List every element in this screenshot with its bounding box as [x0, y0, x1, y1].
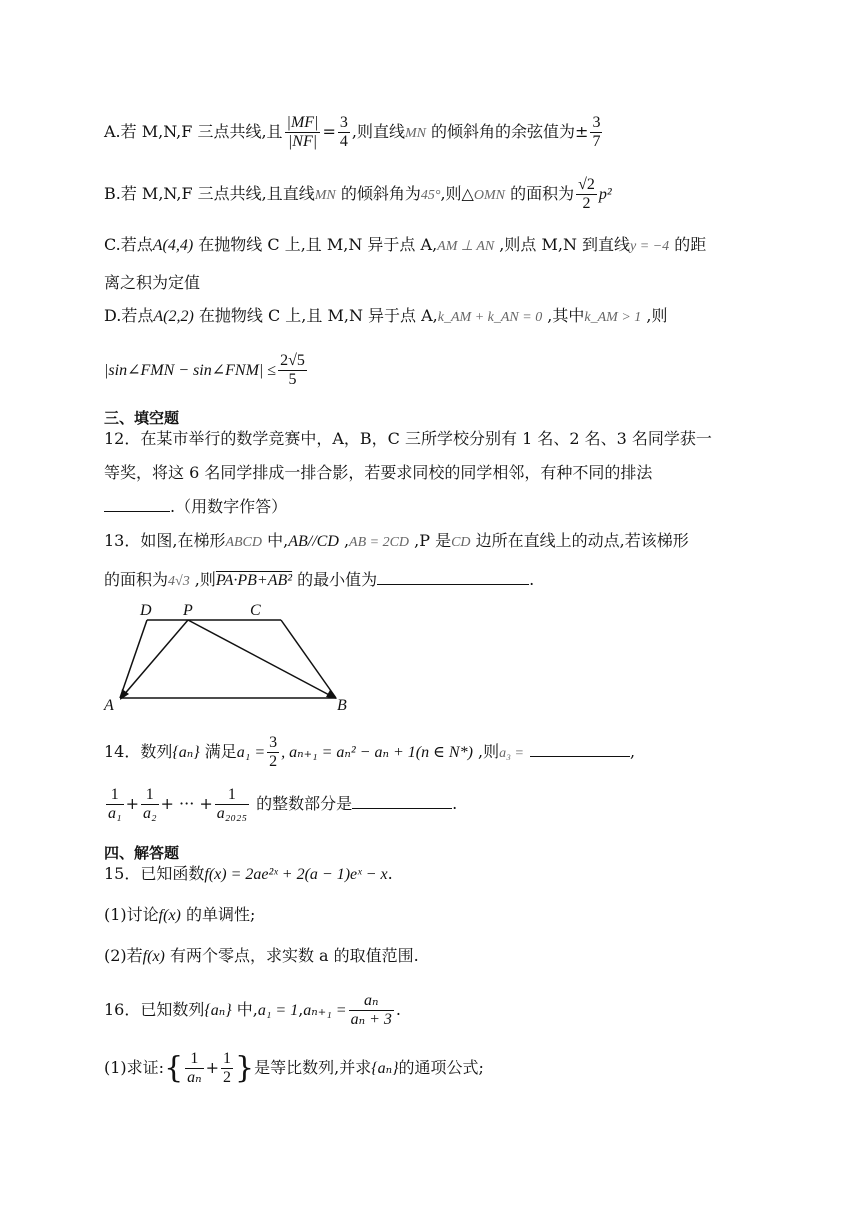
q13-line2: 的面积为4√3 ,则PA·PB+AB² 的最小值为 .	[104, 570, 535, 589]
q15-line1: 15．已知函数f(x) = 2ae²ˣ + 2(a − 1)eˣ − x.	[104, 864, 393, 883]
option-b-text: B.若 M,N,F 三点共线,且直线	[104, 184, 315, 203]
segment-pb	[188, 620, 333, 697]
q16-part1: (1)求证:{ $\frac{1}{\text{aₙ}}$ + $\frac{1}{2}$ }是等比数列,并求{aₙ}的通项公式;	[104, 1050, 484, 1086]
label-p: P	[183, 602, 193, 619]
label-b: B	[337, 697, 347, 714]
q15-part1: (1)讨论f(x) 的单调性;	[104, 905, 256, 924]
q16-recurrence-fraction: $\frac{\text{aₙ}}{\text{aₙ + 3}}$	[350, 992, 392, 1028]
q14-a1-fraction: $\frac{3}{2}$	[269, 734, 278, 770]
option-c-line1: C.若点A(4,4) 在抛物线 C 上,且 M,N 异于点 A,AM ⊥ AN ,则点 M,N 到直线y = −4 的距	[104, 235, 707, 254]
q15-part2: (2)若f(x) 有两个零点，求实数 a 的取值范围.	[104, 946, 419, 965]
section-fill-in-heading: 三、填空题	[104, 409, 180, 427]
trapezoid-figure	[100, 596, 360, 716]
q14-line2: $\frac{1}{\text{a₁}}$ + $\frac{1}{\text{a₂}}$ + ··· + $\frac{1}{\text{a₂₀₂₅}}$ 的整数部分是 .	[108, 786, 458, 822]
q13-line1: 13．如图,在梯形ABCD 中,AB//CD ,AB = 2CD ,P 是CD 边所在直线上的动点,若该梯形	[104, 531, 689, 550]
q14-integer-part-blank[interactable]	[352, 792, 452, 809]
label-d: D	[140, 602, 152, 619]
q14-a3-blank[interactable]	[530, 740, 630, 757]
option-d-answer: $\frac{2√5}{5}$	[280, 352, 305, 388]
option-b: B.若 M,N,F 三点共线,且直线MN 的倾斜角为45°,则△OMN 的面积为 $\frac{√2}{2}$ p²	[104, 176, 612, 212]
option-a-answer: $\frac{3}{7}$	[592, 114, 601, 150]
label-a: A	[104, 697, 114, 714]
option-a-ratio: $\frac{|MF|}{|NF|}$	[286, 114, 319, 150]
label-c: C	[250, 602, 261, 619]
edge-da	[120, 620, 147, 698]
option-a-value: $\frac{3}{4}$	[339, 114, 348, 150]
option-a-text: A.若 M,N,F 三点共线,且	[104, 122, 283, 141]
q16-line1: 16．已知数列{aₙ} 中,a₁ = 1,aₙ₊₁ = $\frac{\text{aₙ}}{\text{aₙ + 3}}$ .	[104, 992, 401, 1028]
q14-line1: 14．数列{aₙ} 满足a₁ = $\frac{3}{2}$ , aₙ₊₁ = aₙ² − aₙ + 1(n ∈ N*) ,则a₃ = ,	[104, 734, 636, 770]
option-b-answer: $\frac{√2}{2}$	[578, 176, 595, 212]
option-d-line2: |sin∠FMN − sin∠FNM| ≤ $\frac{2√5}{5}$	[104, 352, 305, 388]
section-answer-heading: 四、解答题	[104, 844, 180, 862]
q12-line3: .（用数字作答）	[104, 495, 287, 518]
q12-line2: 等奖，将这 6 名同学排成一排合影，若要求同校的同学相邻，有种不同的排法	[104, 463, 653, 482]
edge-cb	[281, 620, 336, 698]
option-c-line2: 离之积为定值	[104, 273, 201, 292]
option-d-line1: D.若点A(2,2) 在抛物线 C 上,且 M,N 异于点 A,k_AM + k_AN = 0 ,其中k_AM > 1 ,则	[104, 306, 668, 325]
q13-answer-blank[interactable]	[377, 568, 529, 585]
q12-answer-blank[interactable]	[104, 495, 170, 512]
option-a: A.若 M,N,F 三点共线,且 $\frac{|MF|}{|NF|}$ = $\frac{3}{4}$ ,则直线MN 的倾斜角的余弦值为± $\frac{3}{7}$	[104, 114, 601, 150]
q12-line1: 12．在某市举行的数学竞赛中，A，B，C 三所学校分别有 1 名、2 名、3 名同学获一	[104, 429, 712, 448]
segment-pa	[122, 620, 188, 697]
